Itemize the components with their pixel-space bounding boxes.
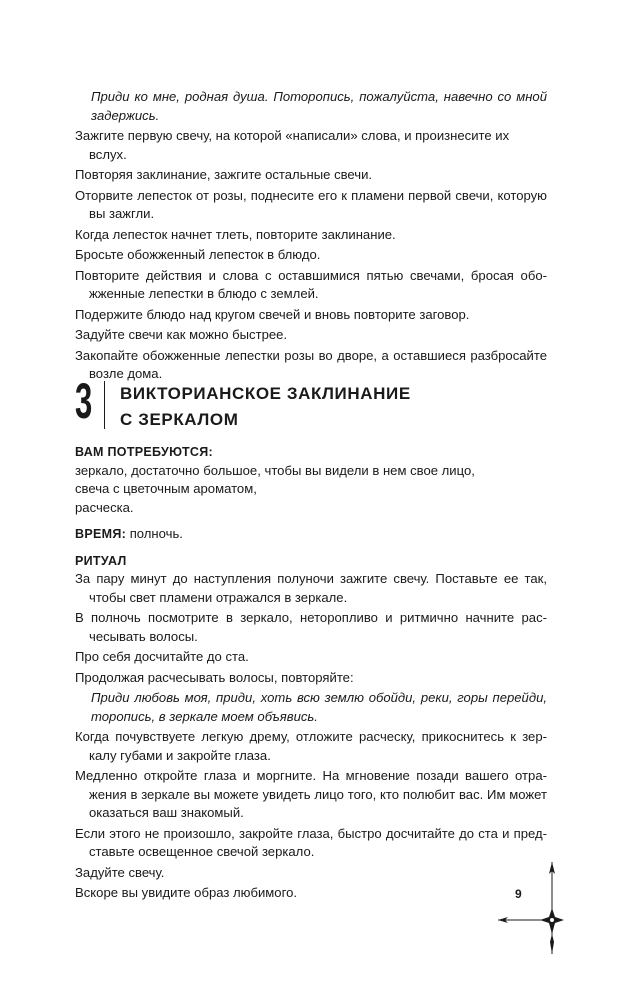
incantation-text: Приди ко мне, родная душа. Поторопись, пожалуйста, навечно со мной задержись. bbox=[91, 89, 547, 123]
section-heading bbox=[75, 373, 475, 437]
section-title-line1: ВИКТОРИАНСКОЕ ЗАКЛИНАНИЕ bbox=[120, 384, 411, 403]
chant-text: Приди любовь моя, приди, хоть всю землю обойди, реки, горы перейди, торопись, в зеркале моем объявись. bbox=[91, 690, 547, 724]
page-number: 9 bbox=[515, 887, 522, 901]
ritual-paragraph: Задуйте свечу. bbox=[75, 864, 165, 880]
section-title-line2: С ЗЕРКАЛОМ bbox=[120, 410, 239, 429]
instruction-paragraph: Подержите блюдо над кругом свечей и вновь повторите заговор. bbox=[75, 306, 470, 322]
top-text-block bbox=[75, 88, 547, 386]
ritual-paragraph: Вскоре вы увидите образ любимого. bbox=[75, 885, 297, 900]
section-title bbox=[120, 381, 411, 433]
time-value: полночь. bbox=[126, 526, 183, 541]
heading-divider bbox=[104, 381, 105, 429]
needs-item: расческа. bbox=[75, 499, 134, 515]
instruction-paragraph: Оторвите лепесток от розы, поднесите его к пламени первой свечи, которую вы зажгли. bbox=[75, 187, 547, 221]
ritual-paragraph: Про себя досчитайте до ста. bbox=[75, 649, 249, 664]
time-label: ВРЕМЯ: bbox=[75, 527, 127, 541]
instruction-paragraph: Зажгите первую свечу, на которой «написали» слова, и произнесите их вслух. bbox=[75, 128, 510, 162]
needs-item: зеркало, достаточно большое, чтобы вы видели в нем свое лицо, bbox=[75, 462, 475, 478]
instruction-paragraph: Закопайте обожженные лепестки розы во дворе, а оставшиеся разбросайте возле дома. bbox=[75, 347, 547, 381]
ritual-block bbox=[75, 443, 547, 905]
ritual-label: РИТУАЛ bbox=[75, 553, 127, 568]
ritual-paragraph: За пару минут до наступления полуночи зажгите свечу. Поставьте ее так, чтобы свет пламени отражался в зеркале. bbox=[75, 571, 547, 605]
instruction-paragraph: Бросьте обожженный лепесток в блюдо. bbox=[75, 247, 321, 262]
compass-ornament-icon bbox=[470, 862, 570, 972]
instruction-paragraph: Когда лепесток начнет тлеть, повторите заклинание. bbox=[75, 226, 396, 242]
instruction-paragraph: Задуйте свечи как можно быстрее. bbox=[75, 327, 288, 342]
instruction-paragraph: Повторяя заклинание, зажгите остальные свечи. bbox=[75, 167, 373, 182]
needs-item: свеча с цветочным ароматом, bbox=[75, 481, 257, 496]
ritual-paragraph: Медленно откройте глаза и моргните. На мгновение позади вашего отражения в зеркале вы можете увидеть лицо того, кто полюбит вас. Им может оказаться ваш знакомый. bbox=[75, 768, 547, 820]
ritual-paragraph: Если этого не произошло, закройте глаза, быстро досчитайте до ста и представьте освещенное свечой зеркало. bbox=[75, 825, 547, 859]
ritual-paragraph: Когда почувствуете легкую дрему, отложите расческу, прикоснитесь к зеркалу губами и закройте глаза. bbox=[75, 729, 547, 763]
needs-label: ВАМ ПОТРЕБУЮТСЯ: bbox=[75, 445, 213, 459]
section-number: 3 bbox=[75, 373, 93, 429]
time-line bbox=[75, 525, 547, 544]
instruction-paragraph: Повторите действия и слова с оставшимися пятью свечами, бросая обожженные лепестки в блюдо с землей. bbox=[75, 267, 547, 301]
ritual-paragraph: Продолжая расчесывать волосы, повторяйте: bbox=[75, 669, 354, 685]
ritual-paragraph: В полночь посмотрите в зеркало, неторопливо и ритмично начните расчесывать волосы. bbox=[75, 610, 547, 644]
